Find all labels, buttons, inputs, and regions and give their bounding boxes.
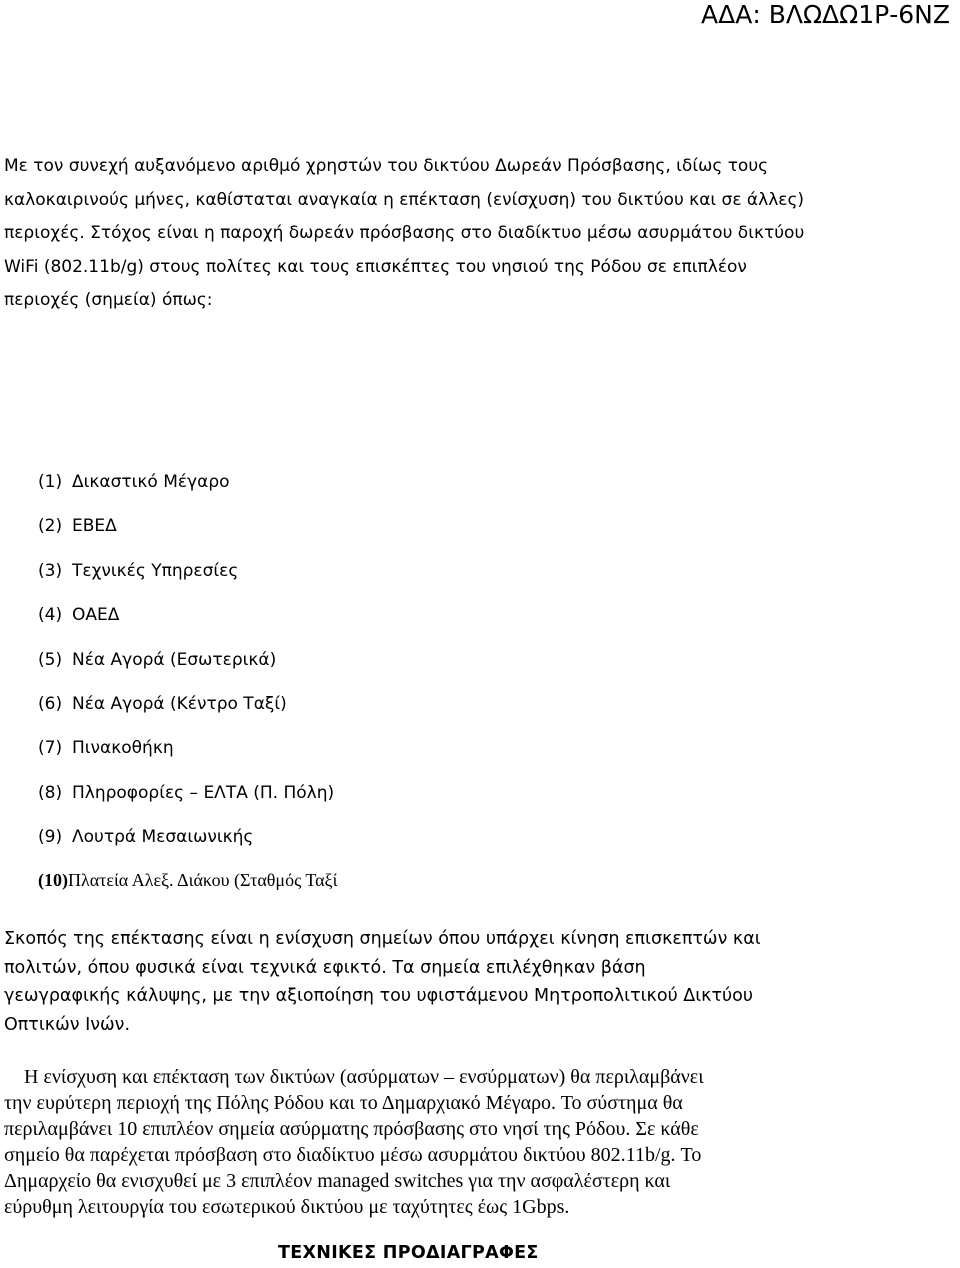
list-item [38, 734, 174, 762]
item-number: (5) [38, 650, 63, 670]
purpose-paragraph [4, 925, 954, 1039]
text-line: περιλαμβάνει 10 επιπλέον σημεία ασύρματης πρόσβασης στο νησί της Ρόδου. Σε κάθε [4, 1118, 699, 1140]
text-line: Σκοπός της επέκτασης είναι η ενίσχυση σημείων όπου υπάρχει κίνηση επισκεπτών και [4, 929, 761, 949]
section-heading: ΤΕΧΝΙΚΕΣ ΠΡΟΔΙΑΓΡΑΦΕΣ [278, 1243, 539, 1263]
text-line: Δημαρχείο θα ενισχυθεί με 3 επιπλέον managed switches για την ασφαλέστερη και [4, 1170, 671, 1192]
list-item [38, 557, 238, 585]
text-line: Η ενίσχυση και επέκταση των δικτύων (ασύρματων – ενσύρματων) θα περιλαμβάνει [4, 1066, 704, 1088]
item-number: (3) [38, 561, 63, 581]
item-label: Λουτρά Μεσαιωνικής [72, 827, 254, 847]
list-item [38, 823, 253, 851]
list-item [38, 468, 230, 496]
item-number: (8) [38, 783, 63, 803]
text-line: εύρυθμη λειτουργία του εσωτερικού δικτύου με ταχύτητες έως 1Gbps. [4, 1196, 570, 1218]
network-paragraph [4, 1064, 956, 1220]
text-line: Με τον συνεχή αυξανόμενο αριθμό χρηστών του δικτύου Δωρεάν Πρόσβασης, ιδίως τους [4, 156, 769, 176]
item-number: (9) [38, 827, 63, 847]
item-label: Πινακοθήκη [72, 738, 174, 758]
item-label: Νέα Αγορά (Κέντρο Ταξί) [72, 694, 287, 714]
text-line: περιοχές. Στόχος είναι η παροχή δωρεάν πρόσβασης στο διαδίκτυο μέσω ασυρμάτου δικτύου [4, 223, 805, 243]
text-line: Οπτικών Ινών. [4, 1014, 131, 1035]
item-label: ΕΒΕΔ [72, 516, 117, 536]
list-item [38, 601, 119, 629]
text-line: πολιτών, όπου φυσικά είναι τεχνικά εφικτό. Τα σημεία επιλέχθηκαν βάση [4, 957, 646, 978]
intro-paragraph [4, 150, 954, 318]
item-number: (2) [38, 516, 63, 536]
item-label: Πληροφορίες – ΕΛΤΑ (Π. Πόλη) [72, 783, 335, 803]
item-number: (7) [38, 738, 63, 758]
list-item [38, 646, 276, 674]
item-number: (10) [38, 870, 68, 890]
item-number: (4) [38, 605, 63, 625]
text-line: WiFi (802.11b/g) στους πολίτες και τους επισκέπτες του νησιού της Ρόδου σε επιπλέον [4, 256, 747, 277]
list-item [38, 866, 337, 894]
text-line: σημείο θα παρέχεται πρόσβαση στο διαδίκτυο μέσω ασυρμάτου δικτύου 802.11b/g. Το [4, 1144, 702, 1166]
item-label: Δικαστικό Μέγαρο [72, 472, 230, 492]
list-item [38, 779, 334, 807]
list-item [38, 512, 117, 540]
item-number: (6) [38, 694, 63, 714]
item-label: Τεχνικές Υπηρεσίες [72, 561, 239, 581]
list-item [38, 690, 287, 718]
text-line: περιοχές (σημεία) όπως: [4, 290, 213, 310]
item-label: ΟΑΕΔ [72, 605, 120, 625]
text-line: καλοκαιρινούς μήνες, καθίσταται αναγκαία η επέκταση (ενίσχυση) του δικτύου και σε άλλες) [4, 189, 805, 210]
ada-code: ΑΔΑ: ΒΛΩΔΩ1Ρ-6ΝΖ [701, 0, 950, 29]
item-label: Πλατεία Αλεξ. Διάκου (Σταθμός Ταξί [68, 870, 338, 890]
text-line: γεωγραφικής κάλυψης, με την αξιοποίηση του υφιστάμενου Μητροπολιτικού Δικτύου [4, 986, 753, 1006]
item-number: (1) [38, 472, 63, 492]
text-line: την ευρύτερη περιοχή της Πόλης Ρόδου και το Δημαρχιακό Μέγαρο. Το σύστημα θα [4, 1092, 683, 1114]
item-label: Νέα Αγορά (Εσωτερικά) [72, 650, 277, 670]
